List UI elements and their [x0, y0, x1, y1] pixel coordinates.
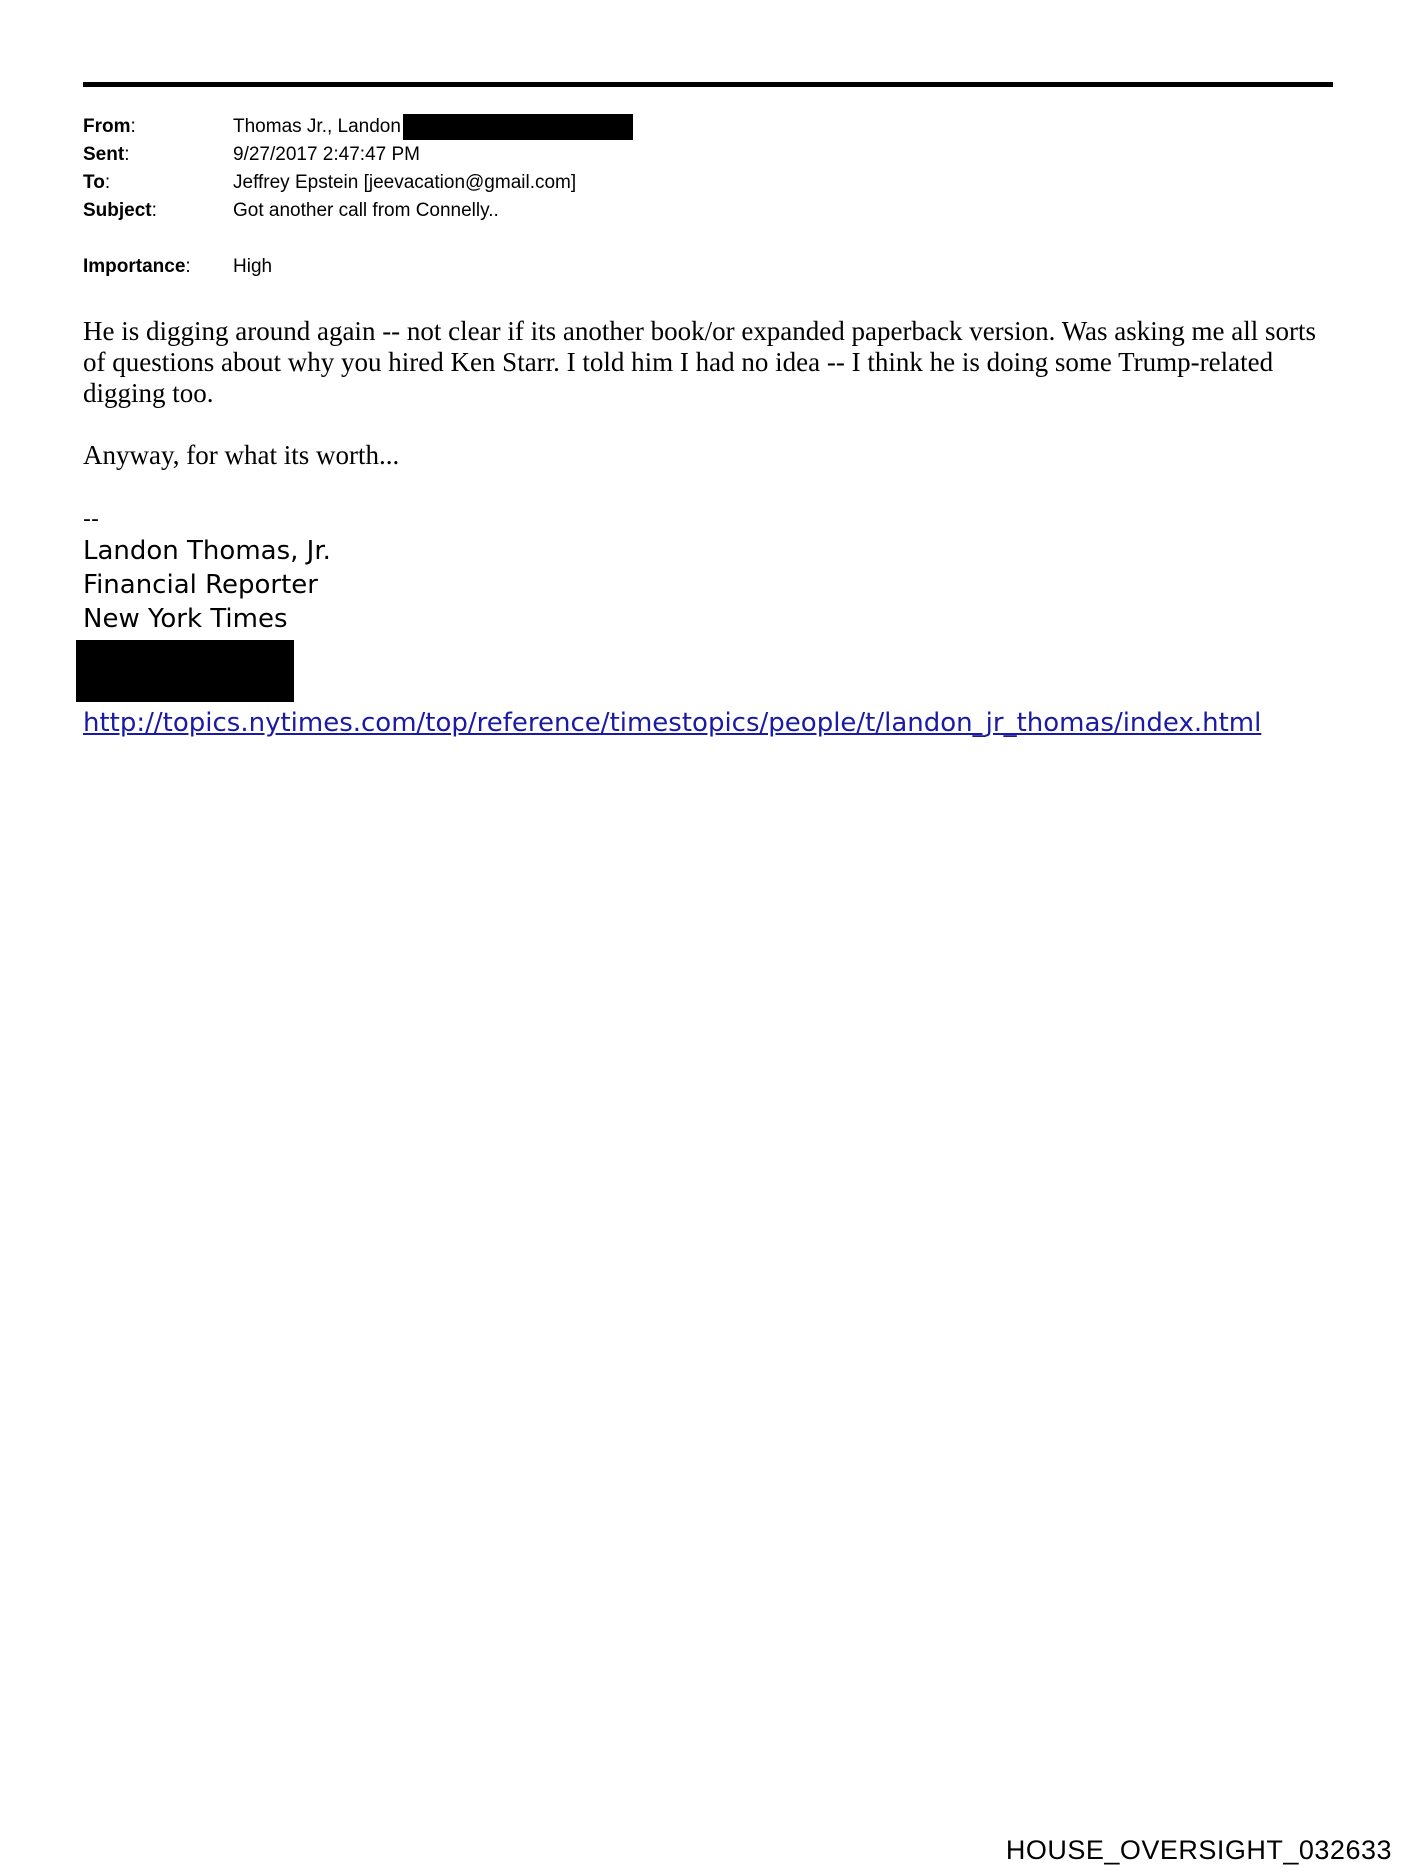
signature-block	[83, 506, 331, 636]
signature-separator: --	[83, 507, 99, 532]
email-header	[83, 113, 633, 281]
body-paragraph: Anyway, for what its worth...	[83, 440, 400, 470]
subject-value: Got another call from Connelly..	[233, 200, 499, 221]
importance-row	[83, 253, 633, 281]
body-paragraph: He is digging around again -- not clear if its another book/or expanded paperback version. Was asking me all sorts of questions about why you hired Ken Starr. I told him I had no idea -- I think he is doing some Trump-related digging too.	[83, 316, 1316, 408]
from-label: From:	[83, 116, 136, 137]
sent-value: 9/27/2017 2:47:47 PM	[233, 144, 420, 165]
sent-row	[83, 141, 633, 169]
header-rule	[83, 82, 1333, 87]
sent-label: Sent:	[83, 144, 130, 165]
signature-organization: New York Times	[83, 604, 288, 634]
to-value: Jeffrey Epstein [jeevacation@gmail.com]	[233, 172, 577, 193]
importance-label: Importance:	[83, 256, 191, 277]
profile-link[interactable]: http://topics.nytimes.com/top/reference/timestopics/people/t/landon_jr_thomas/index.html	[83, 708, 1262, 738]
subject-row	[83, 197, 633, 225]
email-body	[83, 316, 1343, 471]
from-row	[83, 113, 633, 141]
from-value: Thomas Jr., Landon	[233, 116, 401, 137]
redaction-block	[76, 640, 294, 702]
signature-title: Financial Reporter	[83, 570, 318, 600]
to-row	[83, 169, 633, 197]
redaction-bar	[403, 114, 633, 140]
importance-value: High	[233, 256, 273, 277]
to-label: To:	[83, 172, 111, 193]
signature-name: Landon Thomas, Jr.	[83, 536, 331, 566]
bates-number: HOUSE_OVERSIGHT_032633	[1005, 1835, 1392, 1865]
subject-label: Subject:	[83, 200, 157, 221]
